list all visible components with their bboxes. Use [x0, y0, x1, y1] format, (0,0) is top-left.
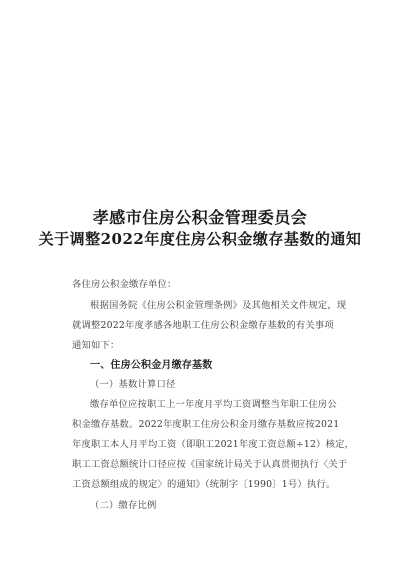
- document-title-line-2: 关于调整2022年度住房公积金缴存基数的通知: [38, 230, 362, 248]
- subsection-1-body-line-1: 缴存单位应按职工上一年度月平均工资调整当年职工住房公: [90, 399, 337, 410]
- subsection-1-body-line-4: 职工工资总额统计口径应按《国家统计局关于认真贯彻执行〈关于: [72, 459, 348, 470]
- document-title-line-1: 孝感市住房公积金管理委员会: [92, 208, 308, 227]
- intro-line-1: 根据国务院《住房公积金管理条例》及其他相关文件规定，现: [90, 300, 347, 311]
- subsection-1-body-line-5: 工资总额组成的规定〉的通知》（统制字〔1990〕1号）执行。: [72, 479, 336, 490]
- subsection-1-heading: （一）基数计算口径: [90, 379, 176, 390]
- subsection-2-heading: （二）缴存比例: [90, 500, 157, 511]
- intro-line-3: 通知如下：: [72, 340, 120, 351]
- subsection-1-body-line-2: 积金缴存基数。2022年度职工住房公积金月缴存基数应按2021: [72, 419, 340, 430]
- intro-line-2: 就调整2022年度孝感各地职工住房公积金缴存基数的有关事项: [72, 320, 334, 331]
- salutation: 各住房公积金缴存单位：: [72, 279, 177, 290]
- section-1-heading: 一、住房公积金月缴存基数: [90, 360, 213, 371]
- subsection-1-body-line-3: 年度职工本人月平均工资（即职工2021年度工资总额÷12）核定，: [72, 439, 355, 450]
